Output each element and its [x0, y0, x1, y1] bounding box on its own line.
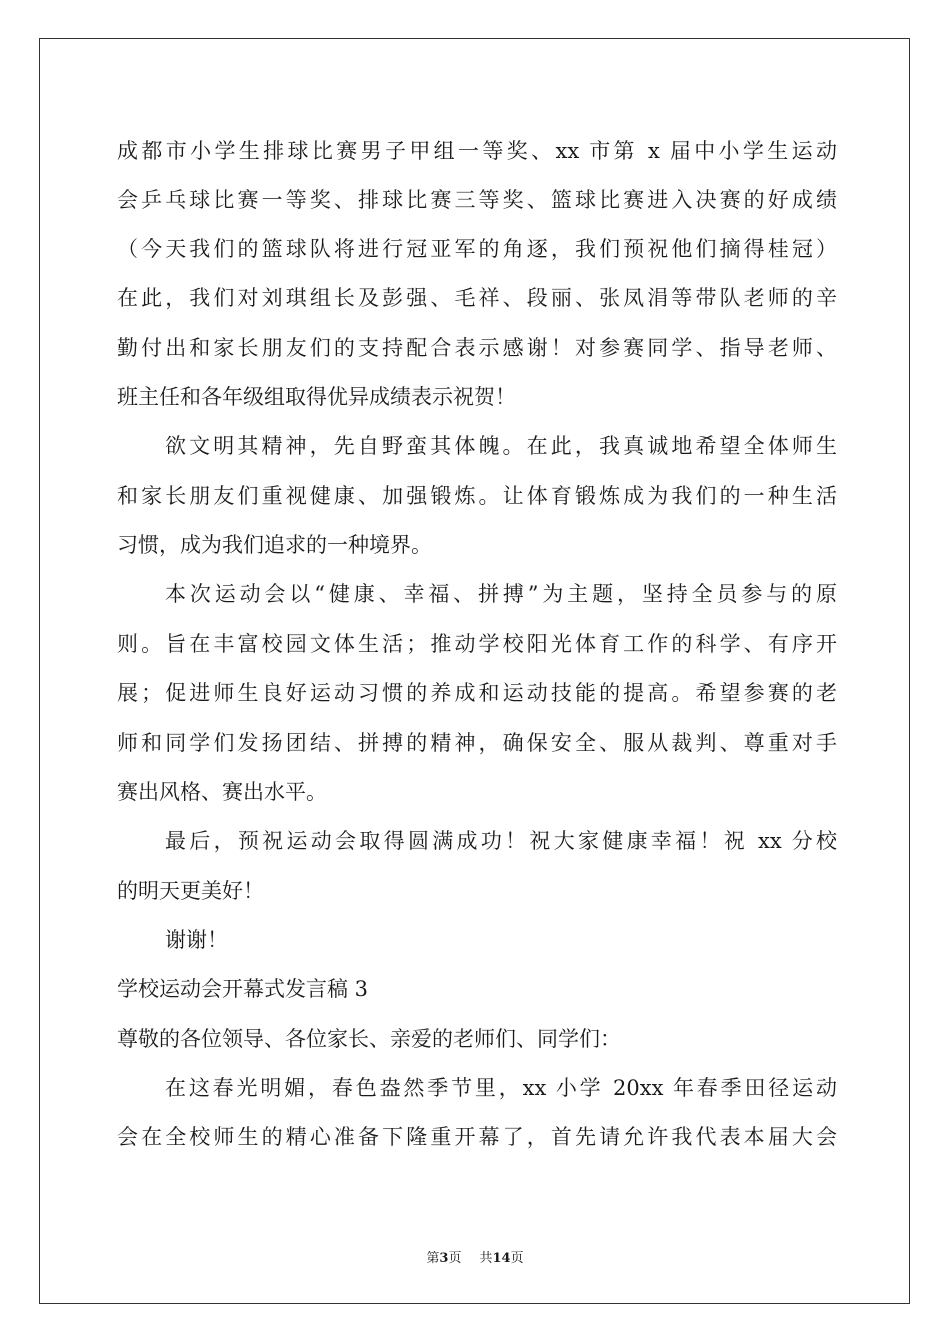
- body-line: （今天我们的篮球队将进行冠亚军的角逐，我们预祝他们摘得桂冠）: [117, 237, 837, 261]
- total-unit: 页: [510, 1251, 524, 1266]
- body-line: 赛出风格、赛出水平。: [117, 780, 327, 804]
- body-line: 会在全校师生的精心准备下隆重开幕了，首先请允许我代表本届大会: [117, 1125, 837, 1149]
- page-total: 14: [492, 1251, 511, 1266]
- body-line: 勤付出和家长朋友们的支持配合表示感谢！对参赛同学、指导老师、: [117, 336, 837, 360]
- paragraph-start-line: 最后，预祝运动会取得圆满成功！祝大家健康幸福！祝 xx 分校: [165, 829, 837, 853]
- body-line: 习惯，成为我们追求的一种境界。: [117, 533, 432, 557]
- paragraph-start-line: 欲文明其精神，先自野蛮其体魄。在此，我真诚地希望全体师生: [165, 434, 837, 458]
- body-line: 的明天更美好！: [117, 879, 264, 903]
- body-line: 在此，我们对刘琪组长及彭强、毛祥、段丽、张凤涓等带队老师的辛: [117, 286, 837, 310]
- paragraph-start-line: 在这春光明媚，春色盎然季节里，xx 小学 20xx 年春季田径运动: [165, 1076, 837, 1100]
- paragraph-start-line: 本次运动会以“健康、幸福、拼搏”为主题，坚持全员参与的原: [165, 582, 837, 606]
- page-frame: [39, 38, 910, 1304]
- body-line: 师和同学们发扬团结、拼搏的精神，确保安全、服从裁判、尊重对手: [117, 731, 837, 755]
- body-line: 展；促进师生良好运动习惯的养成和运动技能的提高。希望参赛的老: [117, 681, 837, 705]
- total-prefix: 共: [479, 1251, 493, 1266]
- page-prefix: 第: [426, 1251, 440, 1266]
- body-line: 会乒乓球比赛一等奖、排球比赛三等奖、篮球比赛进入决赛的好成绩: [117, 188, 837, 212]
- body-line: 成都市小学生排球比赛男子甲组一等奖、xx 市第 x 届中小学生运动: [117, 139, 837, 163]
- page-footer: [0, 1247, 950, 1266]
- page-current: 3: [439, 1251, 449, 1266]
- salutation: 尊敬的各位领导、各位家长、亲爱的老师们、同学们：: [117, 1027, 621, 1051]
- page-unit: 页: [448, 1251, 462, 1266]
- paragraph-start-line: 谢谢！: [165, 928, 228, 952]
- body-line: 和家长朋友们重视健康、加强锻炼。让体育锻炼成为我们的一种生活: [117, 484, 837, 508]
- body-line: 班主任和各年级组取得优异成绩表示祝贺！: [117, 385, 516, 409]
- section-title: 学校运动会开幕式发言稿 3: [117, 977, 369, 1001]
- body-line: 则。旨在丰富校园文体生活；推动学校阳光体育工作的科学、有序开: [117, 632, 837, 656]
